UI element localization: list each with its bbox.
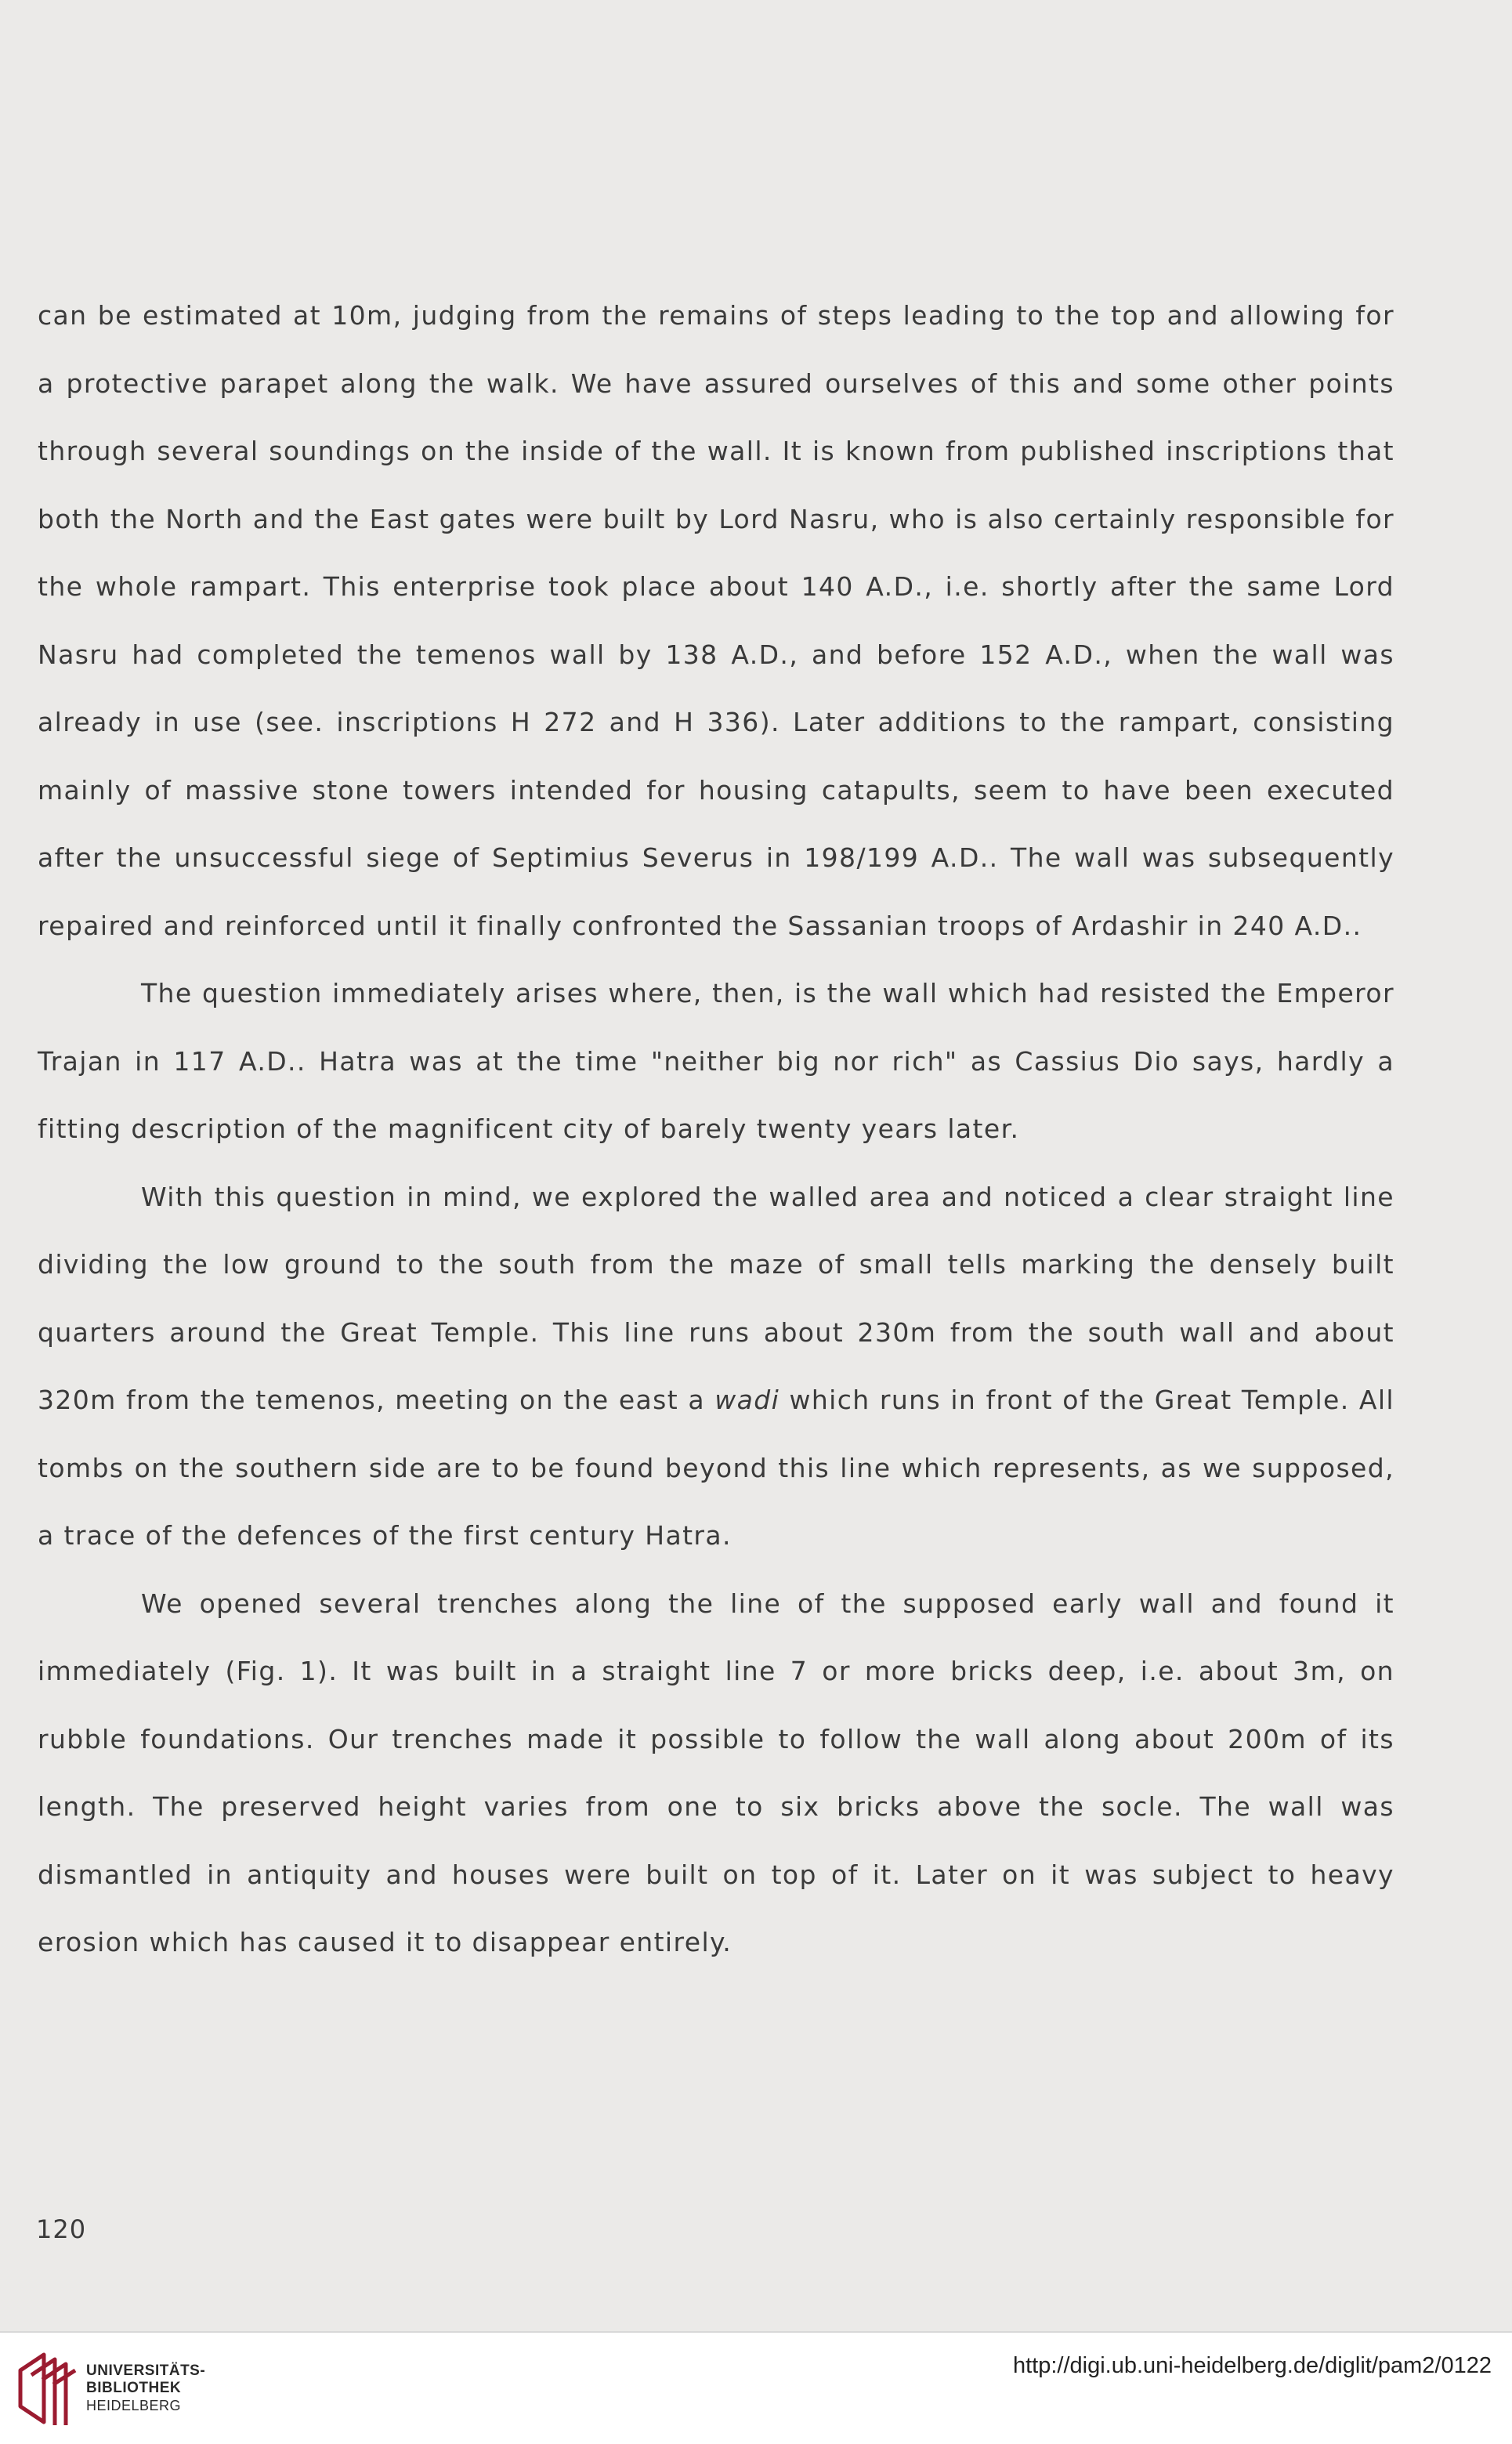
- body-text: [38, 282, 1394, 1977]
- library-name: [86, 2363, 205, 2414]
- paragraph-3: [38, 1164, 1394, 1570]
- library-name-line-3: HEIDELBERG: [86, 2398, 182, 2413]
- paragraph-1: [38, 282, 1394, 960]
- paragraph-text: With this question in mind, we explored the walled area and noticed a clear straight line dividing the low ground to the south from the maze of small tells marking the densely built quarters around the Great Temple. This line runs about 230m from the south wall and about 320m from the temenos, meeting on the east a: [38, 1181, 1394, 1415]
- library-name-line-1: UNIVERSITÄTS-: [86, 2363, 206, 2379]
- footer-divider: [0, 2331, 1512, 2333]
- library-footer: [0, 2331, 1512, 2444]
- paragraph-text: which runs in front of the Great Temple. All tombs on the southern side are to be found beyond this line which represents, as we supposed, a trace of the defences of the first century Hatra.: [38, 1385, 1394, 1551]
- paragraph-text: The question immediately arises where, then, is the wall which had resisted the Emperor Trajan in 117 A.D.. Hatra was at the time "neither big nor rich" as Cassius Dio says, hardly a fitting description of the magnificent city of barely twenty years later.: [38, 978, 1394, 1144]
- page-number: 120: [36, 2214, 87, 2244]
- library-name-line-2: BIBLIOTHEK: [86, 2380, 182, 2396]
- heidelberg-library-logo-icon[interactable]: [14, 2347, 80, 2428]
- paragraph-text: We opened several trenches along the line of the supposed early wall and found it immediately (Fig. 1). It was built in a straight line 7 or more bricks deep, i.e. about 3m, on rubble foundations. Our trenches made it possible to follow the wall along about 200m of its length. The preserved height varies from one to six bricks above the socle. The wall was dismantled in antiquity and houses were built on top of it. Later on it was subject to heavy erosion which has caused it to disappear entirely.: [38, 1588, 1394, 1957]
- paragraph-4: [38, 1570, 1394, 1977]
- source-url-link[interactable]: http://digi.ub.uni-heidelberg.de/diglit/pam2/0122: [1012, 2353, 1492, 2378]
- paragraph-2: [38, 960, 1394, 1164]
- paragraph-text: can be estimated at 10m, judging from the remains of steps leading to the top and allowing for a protective parapet along the walk. We have assured ourselves of this and some other points through several soundings on the inside of the wall. It is known from published inscriptions that both the North and the East gates were built by Lord Nasru, who is also certainly responsible for the whole rampart. This enterprise took place about 140 A.D., i.e. shortly after the same Lord Nasru had completed the temenos wall by 138 A.D., and before 152 A.D., when the wall was already in use (see. inscriptions H 272 and H 336). Later additions to the rampart, consisting mainly of massive stone towers intended for housing catapults, seem to have been executed after the unsuccessful siege of Septimius Severus in 198/199 A.D.. The wall was subsequently repaired and reinforced until it finally confronted the Sassanian troops of Ardashir in 240 A.D..: [38, 300, 1394, 941]
- italic-term: wadi: [714, 1385, 780, 1415]
